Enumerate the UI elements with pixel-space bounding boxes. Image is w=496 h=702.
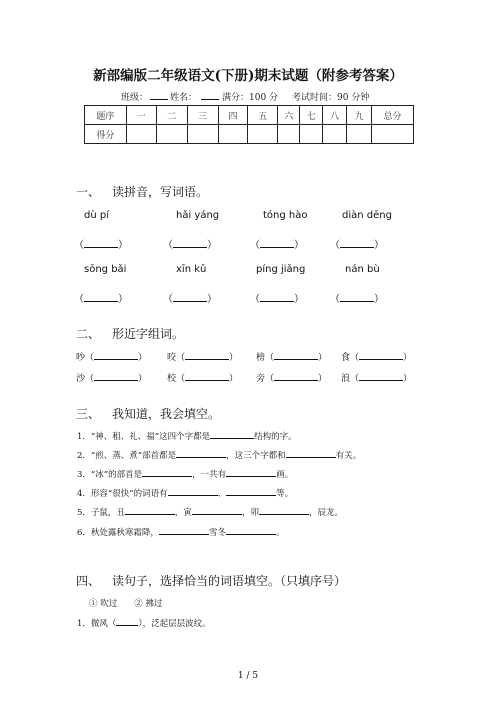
score-row-label: 得分 bbox=[85, 125, 127, 144]
answer-blank[interactable] bbox=[159, 526, 209, 535]
fill-question-1: 1．“神、租、礼、福”这四个字都是 结构的字。 bbox=[77, 432, 297, 442]
answer-blank[interactable] bbox=[210, 430, 254, 439]
page-number: 1 / 5 bbox=[237, 671, 259, 681]
score-cell[interactable] bbox=[278, 125, 300, 144]
score-value-row bbox=[85, 125, 414, 144]
word-group-item[interactable]: 吵（ ） bbox=[76, 350, 147, 363]
answer-box[interactable]: （ ） bbox=[163, 240, 217, 251]
score-header-cell: 三 bbox=[187, 106, 218, 125]
answer-box[interactable]: （ ） bbox=[330, 294, 384, 305]
answer-box[interactable]: （ ） bbox=[330, 240, 384, 251]
section-2-heading bbox=[76, 325, 184, 342]
section-4-heading bbox=[76, 572, 346, 589]
pinyin-nanbu: nán bù bbox=[345, 264, 380, 275]
answer-blank[interactable] bbox=[192, 506, 242, 515]
section-3-heading bbox=[76, 405, 220, 422]
section-4-number: 四、 bbox=[76, 574, 101, 588]
answer-blank[interactable] bbox=[142, 468, 192, 477]
answer-blank[interactable] bbox=[226, 487, 276, 496]
class-blank bbox=[150, 99, 168, 100]
score-table bbox=[84, 105, 414, 144]
pinyin-haiyang: hǎi yáng bbox=[176, 210, 220, 221]
option-list: ① 吹过 ② 拂过 bbox=[89, 599, 163, 609]
fill-question-5: 5．子鼠，丑 ，寅 ，卯 ，辰龙。 bbox=[77, 508, 343, 518]
class-label: 班级： bbox=[121, 93, 149, 103]
score-header-cell: 七 bbox=[300, 106, 323, 125]
pinyin-pingjiang: píng jiǎng bbox=[256, 264, 306, 275]
answer-box[interactable]: （ ） bbox=[74, 240, 128, 251]
score-header-cell: 总分 bbox=[372, 106, 414, 125]
word-group-item[interactable]: 校（ ） bbox=[167, 371, 238, 384]
pinyin-dupi: dù pí bbox=[84, 210, 109, 221]
word-group-item[interactable]: 沙（ ） bbox=[76, 371, 147, 384]
score-cell[interactable] bbox=[248, 125, 278, 144]
answer-box[interactable]: （ ） bbox=[163, 294, 217, 305]
exam-time: 考试时间：90 分钟 bbox=[292, 93, 370, 103]
score-header-cell: 四 bbox=[218, 106, 248, 125]
pinyin-songbai: sōng bǎi bbox=[84, 264, 127, 275]
choice-question-1: 1．微风（ ），泛起层层波纹。 bbox=[77, 619, 211, 629]
score-cell[interactable] bbox=[347, 125, 372, 144]
score-cell[interactable] bbox=[372, 125, 414, 144]
score-cell[interactable] bbox=[156, 125, 187, 144]
answer-blank[interactable] bbox=[226, 468, 276, 477]
pinyin-diandeng: diàn dēng bbox=[342, 210, 392, 221]
section-1-title: 读拼音，写词语。 bbox=[112, 185, 209, 199]
answer-box[interactable]: （ ） bbox=[74, 294, 128, 305]
section-2-title: 形近字组词。 bbox=[112, 327, 185, 341]
word-group-item[interactable]: 浪（ ） bbox=[341, 371, 412, 384]
score-header-cell: 八 bbox=[323, 106, 347, 125]
word-group-item[interactable]: 咬（ ） bbox=[167, 350, 238, 363]
fill-question-3: 3．“冰”的部首是 ，一共有 画。 bbox=[77, 470, 294, 480]
answer-blank[interactable] bbox=[226, 526, 276, 535]
score-header-cell: 六 bbox=[278, 106, 300, 125]
answer-blank[interactable] bbox=[286, 449, 336, 458]
score-header-cell: 九 bbox=[347, 106, 372, 125]
score-cell[interactable] bbox=[323, 125, 347, 144]
fill-question-4: 4．形容“很快”的词语有 、 等。 bbox=[77, 489, 294, 499]
answer-box[interactable]: （ ） bbox=[250, 294, 304, 305]
score-header-cell: 二 bbox=[156, 106, 187, 125]
score-header-row bbox=[85, 106, 414, 125]
answer-box[interactable]: （ ） bbox=[250, 240, 304, 251]
word-group-item[interactable]: 旁（ ） bbox=[256, 371, 327, 384]
name-blank bbox=[201, 99, 219, 100]
answer-blank[interactable] bbox=[125, 506, 175, 515]
section-1-heading bbox=[76, 183, 208, 200]
fill-question-6: 6．秋处露秋寒霜降， 雪冬 。 bbox=[77, 528, 285, 538]
pinyin-tonghao: tóng hào bbox=[263, 210, 308, 221]
section-1-number: 一、 bbox=[76, 185, 101, 199]
pinyin-xinku: xīn kǔ bbox=[176, 264, 207, 275]
answer-blank[interactable] bbox=[168, 487, 218, 496]
score-cell[interactable] bbox=[300, 125, 323, 144]
answer-blank[interactable] bbox=[259, 506, 309, 515]
score-cell[interactable] bbox=[126, 125, 156, 144]
section-3-title: 我知道，我会填空。 bbox=[112, 407, 221, 421]
page-title: 新部编版二年级语文(下册)期末试题（附参考答案） bbox=[93, 68, 403, 84]
score-cell[interactable] bbox=[187, 125, 218, 144]
answer-blank[interactable] bbox=[176, 449, 226, 458]
full-score: 满分：100 分 bbox=[222, 93, 279, 103]
word-group-item[interactable]: 榜（ ） bbox=[256, 350, 327, 363]
section-2-number: 二、 bbox=[76, 327, 101, 341]
score-header-cell: 一 bbox=[126, 106, 156, 125]
section-4-title: 读句子，选择恰当的词语填空。（只填序号） bbox=[112, 574, 347, 588]
section-3-number: 三、 bbox=[76, 407, 101, 421]
score-cell[interactable] bbox=[218, 125, 248, 144]
fill-question-2: 2．“煎、蒸、煮”部首都是 ，这三个字都和 有关。 bbox=[77, 451, 362, 461]
score-header-cell: 五 bbox=[248, 106, 278, 125]
answer-blank[interactable] bbox=[116, 617, 138, 626]
name-label: 姓名： bbox=[170, 93, 198, 103]
score-header-cell: 题序 bbox=[85, 106, 127, 125]
word-group-item[interactable]: 食（ ） bbox=[341, 350, 412, 363]
